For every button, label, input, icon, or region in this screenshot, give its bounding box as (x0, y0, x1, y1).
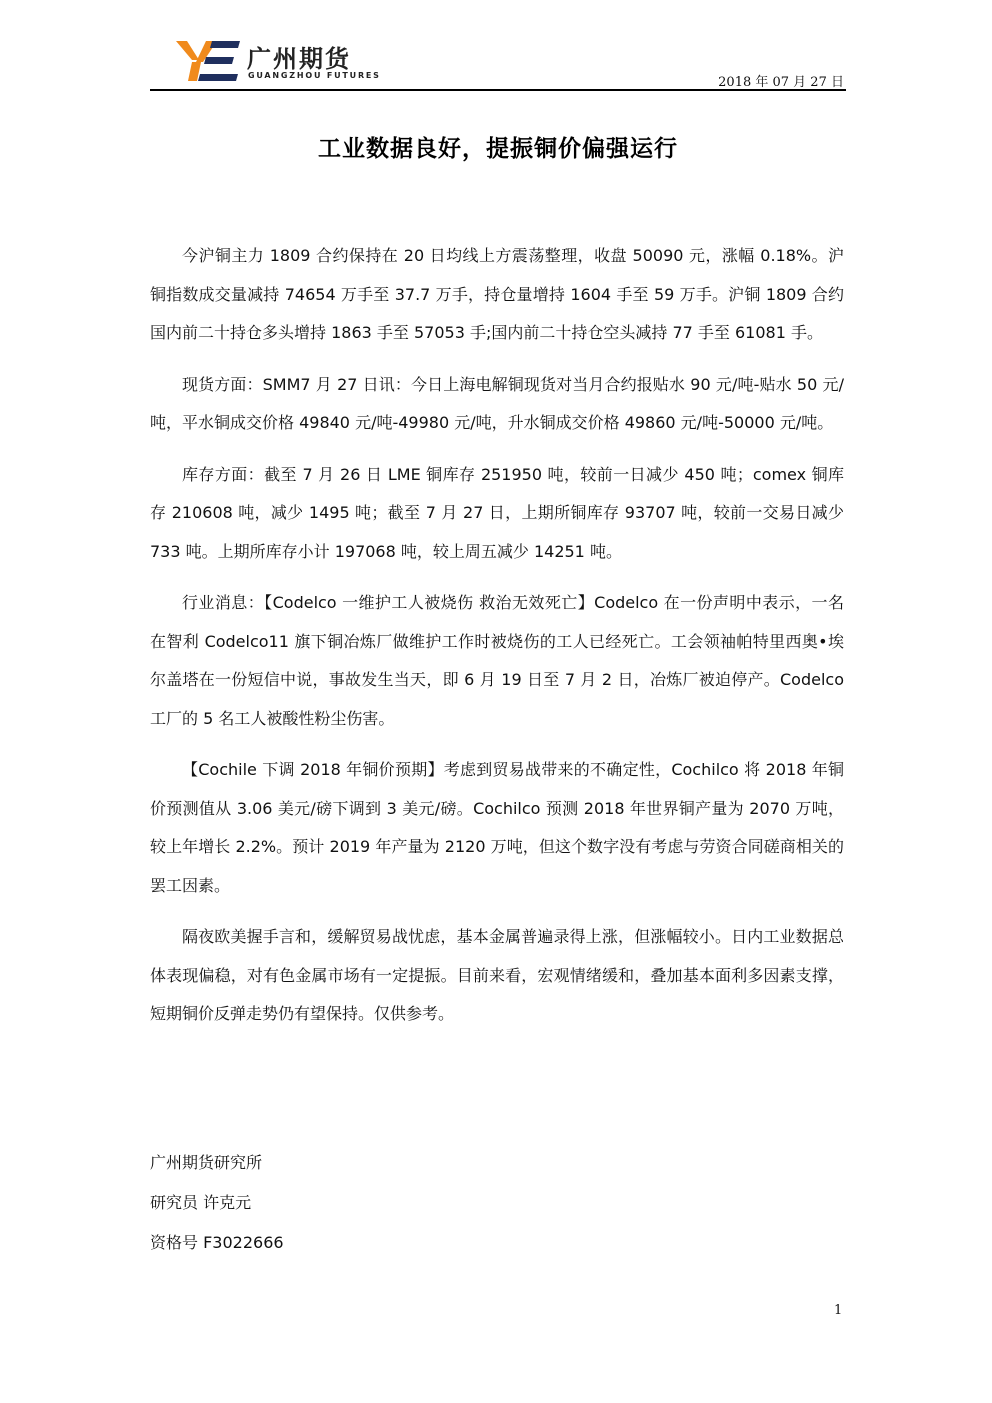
page-number: 1 (834, 1303, 843, 1318)
signature-org: 广州期货研究所 (150, 1153, 263, 1172)
signature-analyst: 研究员 许克元 (150, 1193, 252, 1212)
company-logo (172, 38, 392, 84)
header-divider (150, 89, 846, 91)
paragraph-market-summary: 今沪铜主力 1809 合约保持在 20 日均线上方震荡整理，收盘 50090 元，涨幅 0.18%。沪铜指数成交量减持 74654 万手至 37.7 万手，持仓量增持 1604 手至 59 万手。沪铜 1809 合约国内前二十持仓多头增持 1863 手至 57053 手;国内前二十持仓空头减持 77 手至 61081 手。 (150, 246, 844, 342)
logo-chinese-name: 广州期货 (247, 45, 351, 73)
page-header (150, 30, 846, 92)
report-title: 工业数据良好，提振铜价偏强运行 (318, 136, 678, 162)
guangzhou-futures-logo-icon (172, 38, 242, 84)
paragraph-spot: 现货方面：SMM7 月 27 日讯：今日上海电解铜现货对当月合约报贴水 90 元/吨-贴水 50 元/吨，平水铜成交价格 49840 元/吨-49980 元/吨，升水铜成交价格 49860 元/吨-50000 元/吨。 (150, 374, 844, 432)
signature-license: 资格号 F3022666 (150, 1233, 284, 1252)
paragraph-inventory: 库存方面：截至 7 月 26 日 LME 铜库存 251950 吨，较前一日减少 450 吨；comex 铜库存 210608 吨，减少 1495 吨；截至 7 月 27 日，上期所铜库存 93707 吨，较前一交易日减少 733 吨。上期所库存小计 197068 吨，较上周五减少 14251 吨。 (150, 464, 844, 561)
report-body (150, 237, 844, 1034)
paragraph-cochilco-forecast: 【Cochile 下调 2018 年铜价预期】考虑到贸易战带来的不确定性，Cochilco 将 2018 年铜价预测值从 3.06 美元/磅下调到 3 美元/磅。Cochilco 预测 2018 年世界铜产量为 2070 万吨，较上年增长 2.2%。预计 2019 年产量为 2120 万吨，但这个数字没有考虑与劳资合同磋商相关的罢工因素。 (150, 760, 844, 895)
paragraph-industry-news: 行业消息：【Codelco 一维护工人被烧伤 救治无效死亡】Codelco 在一份声明中表示，一名在智利 Codelco11 旗下铜冶炼厂做维护工作时被烧伤的工人已经死亡。工会领袖帕特里西奥•埃尔盖塔在一份短信中说，事故发生当天，即 6 月 19 日至 7 月 2 日，冶炼厂被迫停产。Codelco 工厂的 5 名工人被酸性粉尘伤害。 (150, 593, 844, 728)
paragraph-outlook: 隔夜欧美握手言和，缓解贸易战忧虑，基本金属普遍录得上涨，但涨幅较小。日内工业数据总体表现偏稳，对有色金属市场有一定提振。目前来看，宏观情绪缓和，叠加基本面利多因素支撑，短期铜价反弹走势仍有望保持。仅供参考。 (150, 927, 844, 1023)
report-date: 2018 年 07 月 27 日 (718, 75, 844, 90)
signature-block (150, 1143, 550, 1263)
logo-english-name: GUANGZHOU FUTURES (248, 71, 381, 80)
